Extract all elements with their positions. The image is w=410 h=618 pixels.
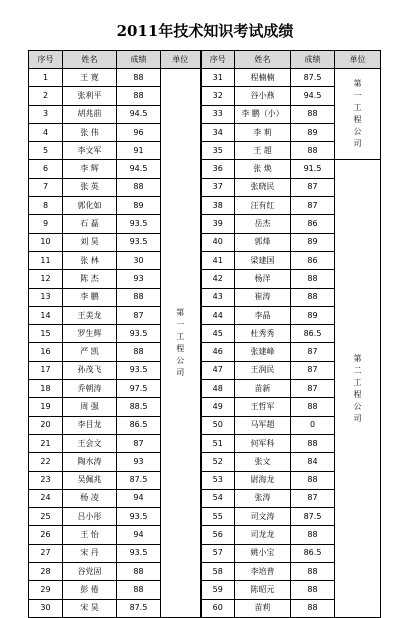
table-cell: 36 — [201, 160, 235, 178]
table-cell: 87 — [117, 306, 161, 324]
table-cell: 89 — [291, 123, 335, 141]
table-cell: 刘 昊 — [63, 233, 117, 251]
table-row — [29, 544, 381, 562]
table-cell: 张 焕 — [235, 160, 291, 178]
table-cell: 88 — [117, 563, 161, 581]
table-cell: 93 — [117, 270, 161, 288]
table-cell: 88 — [117, 581, 161, 599]
table-cell: 87 — [291, 197, 335, 215]
header-cell: 单位 — [335, 51, 381, 69]
table-row — [29, 526, 381, 544]
table-cell: 53 — [201, 471, 235, 489]
table-cell: 88 — [291, 105, 335, 123]
table-cell: 24 — [29, 489, 63, 507]
table-row — [29, 380, 381, 398]
table-cell: 40 — [201, 233, 235, 251]
unit-char: 第 — [176, 307, 185, 317]
table-cell: 1 — [29, 69, 63, 87]
unit-char: 司 — [176, 367, 185, 377]
table-cell: 84 — [291, 453, 335, 471]
table-cell: 李晶 — [235, 306, 291, 324]
unit-char: 程 — [353, 115, 362, 125]
table-cell: 57 — [201, 544, 235, 562]
score-table — [28, 50, 381, 618]
header-cell: 姓名 — [235, 51, 291, 69]
table-cell: 91.5 — [291, 160, 335, 178]
table-row — [29, 434, 381, 452]
table-row — [29, 453, 381, 471]
table-cell: 93.5 — [117, 544, 161, 562]
table-cell: 86.5 — [291, 544, 335, 562]
table-cell: 李 莉 — [235, 123, 291, 141]
table-row — [29, 599, 381, 617]
table-row — [29, 563, 381, 581]
table-row — [29, 325, 381, 343]
table-cell: 88 — [291, 526, 335, 544]
unit-cell — [335, 160, 381, 617]
table-cell: 88 — [291, 270, 335, 288]
table-cell: 张建峰 — [235, 343, 291, 361]
table-cell: 14 — [29, 306, 63, 324]
table-cell: 48 — [201, 380, 235, 398]
table-cell: 60 — [201, 599, 235, 617]
table-cell: 姚小宝 — [235, 544, 291, 562]
table-cell: 乔朝涛 — [63, 380, 117, 398]
table-cell: 李 鹏 — [63, 288, 117, 306]
unit-char: 公 — [353, 127, 362, 137]
table-row — [29, 306, 381, 324]
table-cell: 张涛 — [235, 489, 291, 507]
page-title: 2011年技术知识考试成绩 — [116, 22, 294, 40]
table-cell: 88 — [117, 69, 161, 87]
table-cell: 89 — [291, 233, 335, 251]
table-cell: 7 — [29, 178, 63, 196]
table-cell: 28 — [29, 563, 63, 581]
table-cell: 42 — [201, 270, 235, 288]
table-cell: 王 超 — [235, 142, 291, 160]
table-cell: 87.5 — [117, 471, 161, 489]
table-cell: 34 — [201, 123, 235, 141]
table-cell: 87 — [291, 361, 335, 379]
table-cell: 38 — [201, 197, 235, 215]
table-cell: 19 — [29, 398, 63, 416]
table-cell: 李文军 — [63, 142, 117, 160]
table-cell: 94.5 — [117, 105, 161, 123]
table-cell: 86 — [291, 215, 335, 233]
table-cell: 石 磊 — [63, 215, 117, 233]
table-cell: 杨洋 — [235, 270, 291, 288]
header-cell: 序号 — [201, 51, 235, 69]
table-row — [29, 343, 381, 361]
table-cell: 张 伟 — [63, 123, 117, 141]
table-cell: 51 — [201, 434, 235, 452]
table-cell: 87.5 — [291, 508, 335, 526]
header-cell: 成绩 — [291, 51, 335, 69]
table-cell: 13 — [29, 288, 63, 306]
unit-char: 一 — [353, 91, 362, 101]
table-cell: 56 — [201, 526, 235, 544]
table-cell: 9 — [29, 215, 63, 233]
table-cell: 87.5 — [117, 599, 161, 617]
table-row — [29, 489, 381, 507]
table-cell: 25 — [29, 508, 63, 526]
table-cell: 王润民 — [235, 361, 291, 379]
table-cell: 11 — [29, 251, 63, 269]
table-cell: 88 — [291, 471, 335, 489]
table-cell: 王 怡 — [63, 526, 117, 544]
table-cell: 39 — [201, 215, 235, 233]
table-cell: 41 — [201, 251, 235, 269]
table-cell: 94.5 — [291, 87, 335, 105]
table-cell: 李 辉 — [63, 160, 117, 178]
table-cell: 93.5 — [117, 215, 161, 233]
table-cell: 梁建国 — [235, 251, 291, 269]
table-cell: 李目龙 — [63, 416, 117, 434]
table-cell: 程楠楠 — [235, 69, 291, 87]
table-cell: 88 — [291, 288, 335, 306]
table-row — [29, 215, 381, 233]
table-cell: 31 — [201, 69, 235, 87]
table-cell: 86 — [291, 251, 335, 269]
table-row — [29, 160, 381, 178]
table-cell: 何军科 — [235, 434, 291, 452]
table-cell: 59 — [201, 581, 235, 599]
table-cell: 44 — [201, 306, 235, 324]
table-cell: 87 — [291, 343, 335, 361]
table-row — [29, 270, 381, 288]
table-cell: 52 — [201, 453, 235, 471]
table-cell: 张晓民 — [235, 178, 291, 196]
table-cell: 23 — [29, 471, 63, 489]
table-row — [29, 69, 381, 87]
table-cell: 88 — [291, 581, 335, 599]
table-cell: 88 — [117, 288, 161, 306]
table-cell: 22 — [29, 453, 63, 471]
table-cell: 汪有红 — [235, 197, 291, 215]
table-cell: 21 — [29, 434, 63, 452]
unit-char: 工 — [176, 331, 185, 341]
table-cell: 32 — [201, 87, 235, 105]
table-cell: 33 — [201, 105, 235, 123]
table-cell: 88 — [291, 142, 335, 160]
table-cell: 李 鹏（小） — [235, 105, 291, 123]
table-cell: 58 — [201, 563, 235, 581]
table-cell: 谷党固 — [63, 563, 117, 581]
header-row — [29, 51, 381, 69]
table-cell: 87 — [291, 489, 335, 507]
table-row — [29, 233, 381, 251]
table-row — [29, 178, 381, 196]
table-cell: 张文 — [235, 453, 291, 471]
table-cell: 0 — [291, 416, 335, 434]
table-cell: 王哲军 — [235, 398, 291, 416]
table-cell: 94 — [117, 526, 161, 544]
table-cell: 崔涛 — [235, 288, 291, 306]
unit-char: 司 — [353, 139, 362, 149]
table-cell: 29 — [29, 581, 63, 599]
table-cell: 88.5 — [117, 398, 161, 416]
table-cell: 43 — [201, 288, 235, 306]
table-cell: 6 — [29, 160, 63, 178]
table-row — [29, 197, 381, 215]
table-cell: 12 — [29, 270, 63, 288]
table-cell: 10 — [29, 233, 63, 251]
table-cell: 96 — [117, 123, 161, 141]
table-cell: 马军超 — [235, 416, 291, 434]
table-cell: 陈 杰 — [63, 270, 117, 288]
table-cell: 严 凯 — [63, 343, 117, 361]
table-cell: 47 — [201, 361, 235, 379]
table-cell: 89 — [117, 197, 161, 215]
header-cell: 单位 — [161, 51, 201, 69]
table-cell: 彭 倦 — [63, 581, 117, 599]
table-row — [29, 398, 381, 416]
table-cell: 王 寛 — [63, 69, 117, 87]
table-cell: 15 — [29, 325, 63, 343]
unit-char: 第 — [353, 79, 362, 89]
table-cell: 87.5 — [291, 69, 335, 87]
table-row — [29, 87, 381, 105]
header-cell: 姓名 — [63, 51, 117, 69]
table-cell: 30 — [117, 251, 161, 269]
table-cell: 宋 昊 — [63, 599, 117, 617]
table-cell: 86.5 — [291, 325, 335, 343]
table-cell: 54 — [201, 489, 235, 507]
table-cell: 17 — [29, 361, 63, 379]
table-cell: 45 — [201, 325, 235, 343]
table-cell: 88 — [117, 87, 161, 105]
unit-char: 司 — [353, 413, 362, 423]
unit-char: 程 — [176, 343, 185, 353]
table-cell: 李培普 — [235, 563, 291, 581]
table-cell: 尉海龙 — [235, 471, 291, 489]
table-cell: 55 — [201, 508, 235, 526]
table-cell: 93.5 — [117, 233, 161, 251]
table-cell: 16 — [29, 343, 63, 361]
table-cell: 苗莉 — [235, 599, 291, 617]
table-cell: 94.5 — [117, 160, 161, 178]
table-cell: 吕小彤 — [63, 508, 117, 526]
header-cell: 序号 — [29, 51, 63, 69]
table-cell: 苗新 — [235, 380, 291, 398]
table-cell: 50 — [201, 416, 235, 434]
unit-char: 一 — [176, 319, 185, 329]
table-cell: 18 — [29, 380, 63, 398]
table-cell: 罗生辉 — [63, 325, 117, 343]
table-cell: 司文涛 — [235, 508, 291, 526]
table-cell: 杜秀秀 — [235, 325, 291, 343]
table-cell: 张利平 — [63, 87, 117, 105]
table-cell: 35 — [201, 142, 235, 160]
table-cell: 杨 凌 — [63, 489, 117, 507]
table-row — [29, 416, 381, 434]
table-cell: 89 — [291, 306, 335, 324]
table-row — [29, 288, 381, 306]
unit-char: 工 — [353, 103, 362, 113]
table-cell: 王美龙 — [63, 306, 117, 324]
table-cell: 88 — [291, 599, 335, 617]
table-cell: 88 — [117, 178, 161, 196]
table-cell: 陶水涛 — [63, 453, 117, 471]
table-cell: 5 — [29, 142, 63, 160]
table-cell: 27 — [29, 544, 63, 562]
table-row — [29, 105, 381, 123]
table-cell: 陈昭元 — [235, 581, 291, 599]
table-cell: 周 强 — [63, 398, 117, 416]
table-cell: 胡兆前 — [63, 105, 117, 123]
table-cell: 88 — [291, 398, 335, 416]
unit-char: 工 — [353, 377, 362, 387]
table-cell: 谷小燕 — [235, 87, 291, 105]
table-cell: 93.5 — [117, 361, 161, 379]
table-row — [29, 471, 381, 489]
table-cell: 孙茂飞 — [63, 361, 117, 379]
table-row — [29, 361, 381, 379]
unit-char: 二 — [353, 365, 362, 375]
table-cell: 8 — [29, 197, 63, 215]
table-cell: 93.5 — [117, 325, 161, 343]
table-row — [29, 581, 381, 599]
table-row — [29, 142, 381, 160]
table-cell: 3 — [29, 105, 63, 123]
table-cell: 张 英 — [63, 178, 117, 196]
table-cell: 吴佩兆 — [63, 471, 117, 489]
table-cell: 郭化如 — [63, 197, 117, 215]
table-cell: 司龙龙 — [235, 526, 291, 544]
table-cell: 20 — [29, 416, 63, 434]
table-cell: 88 — [291, 563, 335, 581]
table-cell: 88 — [291, 434, 335, 452]
unit-char: 第 — [353, 353, 362, 363]
unit-cell — [161, 69, 201, 618]
table-cell: 30 — [29, 599, 63, 617]
table-cell: 88 — [117, 343, 161, 361]
table-cell: 王会文 — [63, 434, 117, 452]
table-cell: 49 — [201, 398, 235, 416]
table-cell: 46 — [201, 343, 235, 361]
table-row — [29, 508, 381, 526]
unit-cell — [335, 69, 381, 160]
table-cell: 张 林 — [63, 251, 117, 269]
table-cell: 97.5 — [117, 380, 161, 398]
unit-char: 公 — [176, 355, 185, 365]
table-cell: 宋 丹 — [63, 544, 117, 562]
table-cell: 37 — [201, 178, 235, 196]
table-cell: 86.5 — [117, 416, 161, 434]
header-cell: 成绩 — [117, 51, 161, 69]
table-row — [29, 251, 381, 269]
table-cell: 岳杰 — [235, 215, 291, 233]
table-cell: 87 — [291, 380, 335, 398]
table-cell: 87 — [291, 178, 335, 196]
table-cell: 94 — [117, 489, 161, 507]
table-cell: 郭烽 — [235, 233, 291, 251]
table-cell: 4 — [29, 123, 63, 141]
table-cell: 87 — [117, 434, 161, 452]
table-cell: 93.5 — [117, 508, 161, 526]
table-row — [29, 123, 381, 141]
table-cell: 91 — [117, 142, 161, 160]
table-cell: 93 — [117, 453, 161, 471]
table-cell: 2 — [29, 87, 63, 105]
unit-char: 程 — [353, 389, 362, 399]
unit-char: 公 — [353, 401, 362, 411]
table-cell: 26 — [29, 526, 63, 544]
